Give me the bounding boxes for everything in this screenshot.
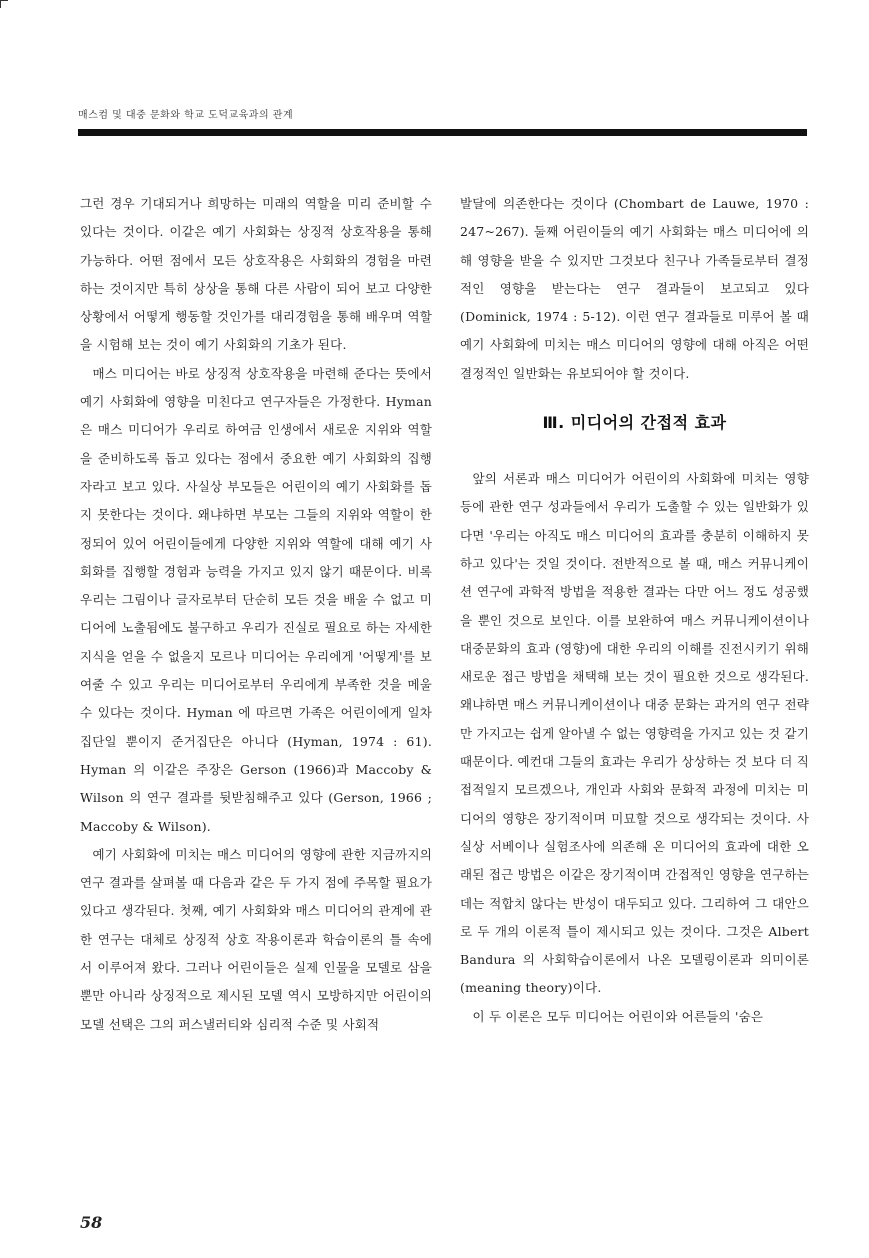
- paragraph-hyman: 매스 미디어는 바로 상징적 상호작용을 마련해 준다는 뜻에서 예기 사회화에 영향을 미친다고 연구자들은 가정한다. Hyman 은 매스 미디어가 우리로 하여금 인생에서 새로운 지위와 역할을 준비하도록 돕고 있다는 점에서 중요한 예기 사회화의 집행자라고 보고 있다. 사실상 부모들은 어린이의 예기 사회화를 돕지 못한다는 것이다. 왜냐하면 부모는 그들의 지위와 역할이 한정되어 있어 어린이들에게 다양한 지위와 역할에 대해 예기 사회화를 집행할 경험과 능력을 가지고 있지 않기 때문이다. 비록 우리는 그림이나 글자로부터 단순히 모든 것을 배울 수 없고 미디어에 노출됨에도 불구하고 우리가 진실로 필요로 하는 자세한 지식을 얻을 수 없을지 모르나 미디어는 우리에게 '어떻게'를 보여줄 수 있고 우리는 미디어로부터 우리에게 부족한 것을 메울 수 있다는 것이다. Hyman 에 따르면 가족은 어린이에게 일차 집단일 뿐이지 준거집단은 아니다 (Hyman, 1974 : 61). Hyman 의 이같은 주장은 Gerson (1966)과 Maccoby & Wilson 의 연구 결과를 뒷받침해주고 있다 (Gerson, 1966 ; Maccoby & Wilson).: [80, 365, 432, 834]
- running-header: 매스컴 및 대중 문화와 학교 도덕교육과의 관계: [78, 110, 294, 121]
- crop-mark: [0, 0, 8, 8]
- paragraph-continued: 그런 경우 기대되거나 희망하는 미래의 역할을 미리 준비할 수 있다는 것이다. 이같은 예기 사회화는 상징적 상호작용을 통해 가능하다. 어떤 점에서 모든 상호작용은 사회화의 경험을 마련하는 것이지만 특히 상상을 통해 다른 사람이 되어 보고 다양한 상황에서 어떻게 행동할 것인가를 대리경험을 통해 배우며 역할을 시험해 보는 것이 예기 사회화의 기초가 된다.: [80, 196, 432, 353]
- header-rule: [78, 129, 807, 136]
- paragraph-research-summary: 예기 사회화에 미치는 매스 미디어의 영향에 관한 지금까지의 연구 결과를 살펴볼 때 다음과 같은 두 가지 점에 주목할 필요가 있다고 생각된다. 첫째, 예기 사회화와 매스 미디어의 관계에 관한 연구는 대체로 상징적 상호 작용이론과 학습이론의 틀 속에서 이루어져 왔다. 그러나 어린이들은 실제 인물을 모델로 삼을 뿐만 아니라 상징적으로 제시된 모델 역시 모방하지만 어린이의 모델 선택은 그의 퍼스낼러티와 심리적 수준 및 사회적: [80, 846, 432, 1032]
- paragraph-two-theories: 이 두 이론은 모두 미디어는 어린이와 어른들의 '숨은: [472, 1008, 764, 1024]
- paragraph-continued-right: 발달에 의존한다는 것이다 (Chombart de Lauwe, 1970 : 247~267). 둘째 어린이들의 예기 사회화는 매스 미디어에 의해 영향을 받을 수 있지만 그것보다 친구나 가족들로부터 결정적인 영향을 받는다는 연구 결과들이 보고되고 있다 (Dominick, 1974 : 5-12). 이런 연구 결과들로 미루어 볼 때 예기 사회화에 미치는 매스 미디어의 영향에 대해 아직은 어떤 결정적인 일반화는 유보되어야 할 것이다.: [460, 196, 809, 381]
- left-column: [80, 190, 432, 1039]
- paragraph-indirect-effects: 앞의 서론과 매스 미디어가 어린이의 사회화에 미치는 영향 등에 관한 연구 성과들에서 우리가 도출할 수 있는 일반화가 있다면 '우리는 아직도 매스 미디어의 효과를 충분히 이해하지 못하고 있다'는 것일 것이다. 전반적으로 볼 때, 매스 커뮤니케이션 연구에 과학적 방법을 적용한 결과는 다만 어느 정도 성공했을 뿐인 것으로 보인다. 이를 보완하여 매스 커뮤니케이션이나 대중문화의 효과 (영향)에 대한 우리의 이해를 진전시키기 위해 새로운 접근 방법을 채택해 보는 것이 필요한 것으로 생각된다. 왜냐하면 매스 커뮤니케이션이나 대중 문화는 과거의 연구 전략만 가지고는 쉽게 알아낼 수 없는 영향력을 가지고 있는 것 같기 때문이다. 예컨대 그들의 효과는 우리가 상상하는 것 보다 더 직접적일지 모르겠으나, 개인과 사회와 문화적 과정에 미치는 미디어의 영향은 장기적이며 미묘할 것으로 생각되는 것이다. 사실상 서베이나 실험조사에 의존해 온 미디어의 효과에 대한 오래된 접근 방법은 이같은 장기적이며 간접적인 영향을 연구하는 데는 적합치 않다는 반성이 대두되고 있다. 그리하여 그 대안으로 두 개의 이론적 틀이 제시되고 있는 것이다. 그것은 Albert Bandura 의 사회학습이론에서 나온 모델링이론과 의미이론 (meaning theory)이다.: [460, 471, 809, 996]
- section-heading: Ⅲ. 미디어의 간접적 효과: [542, 413, 727, 433]
- right-column: [460, 190, 809, 1031]
- page-number: 58: [80, 1213, 103, 1232]
